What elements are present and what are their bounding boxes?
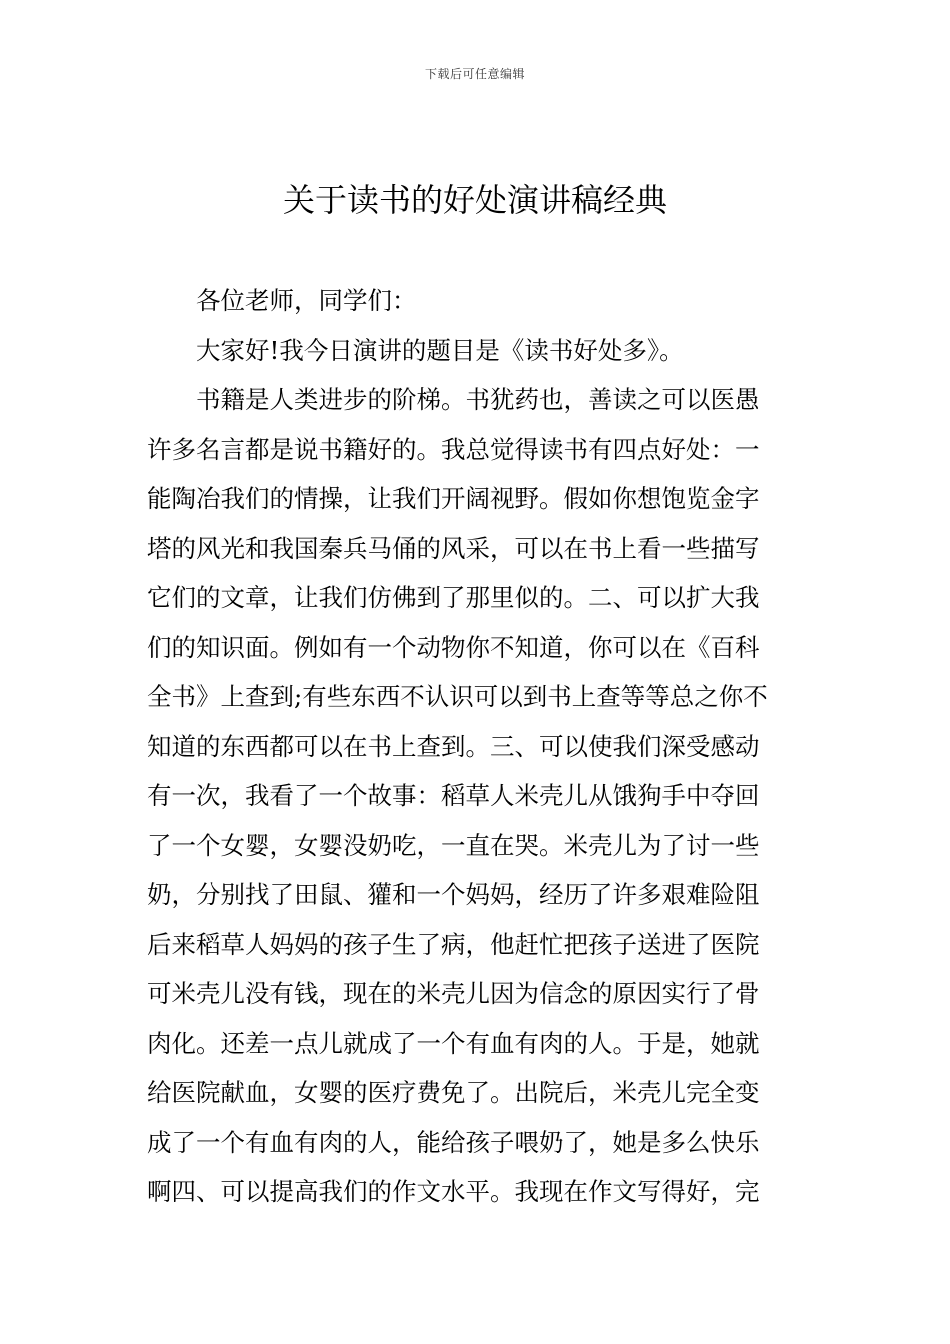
paragraph-line: 奶，分别找了田鼠、獾和一个妈妈，经历了许多艰难险阻 (147, 880, 760, 909)
paragraph-line: 全书》上查到;有些东西不认识可以到书上查等等总之你不 (147, 682, 768, 711)
greeting-line: 大家好!我今日演讲的题目是《读书好处多》。 (196, 335, 684, 365)
document-body (147, 276, 807, 1217)
paragraph-line: 了一个女婴，女婴没奶吃，一直在哭。米壳儿为了讨一些 (147, 830, 760, 860)
paragraph-line: 给医院献血，女婴的医疗费免了。出院后，米壳儿完全变 (147, 1078, 760, 1107)
paragraph-line: 许多名言都是说书籍好的。我总觉得读书有四点好处：一 (147, 434, 760, 464)
paragraph-line: 它们的文章，让我们仿佛到了那里似的。二、可以扩大我 (147, 583, 760, 612)
paragraph-line: 有一次，我看了一个故事：稻草人米壳儿从饿狗手中夺回 (147, 781, 760, 810)
paragraph-line: 们的知识面。例如有一个动物你不知道，你可以在《百科 (147, 632, 760, 662)
page-header-note: 下载后可任意编辑 (424, 67, 525, 81)
paragraph-line: 啊四、可以提高我们的作文水平。我现在作文写得好，完 (147, 1177, 760, 1206)
paragraph-line: 书籍是人类进步的阶梯。书犹药也，善读之可以医愚 (196, 385, 760, 414)
paragraph-line: 可米壳儿没有钱，现在的米壳儿因为信念的原因实行了骨 (147, 979, 760, 1008)
paragraph-line: 能陶冶我们的情操，让我们开阔视野。假如你想饱览金字 (147, 484, 760, 513)
salutation-line: 各位老师，同学们： (196, 286, 417, 315)
paragraph-line: 肉化。还差一点儿就成了一个有血有肉的人。于是，她就 (147, 1028, 760, 1058)
document-title: 关于读书的好处演讲稿经典 (282, 181, 667, 219)
paragraph-line: 塔的风光和我国秦兵马俑的风采，可以在书上看一些描写 (147, 533, 760, 563)
paragraph-line: 后来稻草人妈妈的孩子生了病，他赶忙把孩子送进了医院 (147, 929, 760, 959)
paragraph-line: 知道的东西都可以在书上查到。三、可以使我们深受感动 (147, 731, 760, 761)
paragraph-line: 成了一个有血有肉的人，能给孩子喂奶了，她是多么快乐 (147, 1127, 760, 1157)
